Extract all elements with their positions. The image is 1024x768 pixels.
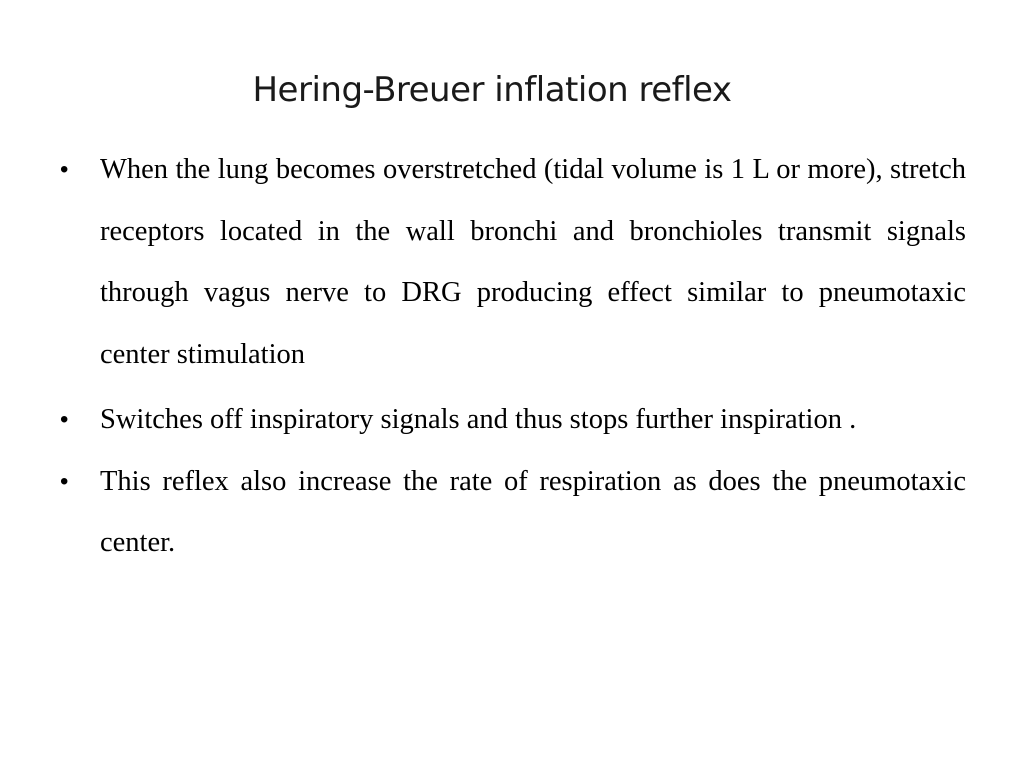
bullet-icon: • <box>60 406 69 433</box>
bullet-list <box>60 139 966 574</box>
bullet-icon: • <box>60 467 69 495</box>
slide-title-text: Hering-Breuer inflation reflex <box>252 70 732 110</box>
bullet-item <box>60 451 966 574</box>
slide-title <box>0 70 1024 110</box>
bullet-item <box>60 139 966 385</box>
bullet-item <box>60 389 966 451</box>
bullet-icon: • <box>60 156 69 183</box>
bullet-text: This reflex also increase the rate of respiration as does the pneumotaxic center. <box>100 465 966 558</box>
bullet-text: When the lung becomes overstretched (tidal volume is 1 L or more), stretch receptors located in the wall bronchi and bronchioles transmit signals through vagus nerve to DRG producing effect similar to pneumotaxic center stimulation <box>100 154 966 370</box>
bullet-text: Switches off inspiratory signals and thus stops further inspiration . <box>100 404 857 435</box>
